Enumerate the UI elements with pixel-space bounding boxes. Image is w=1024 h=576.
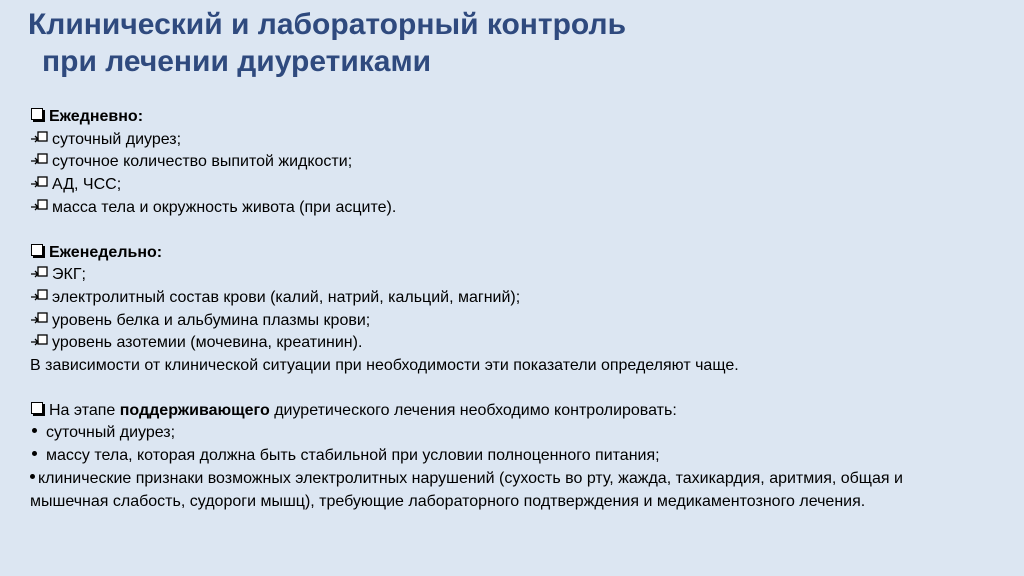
- list-item: суточный диурез;: [30, 129, 1010, 152]
- daily-heading-row: [30, 106, 1010, 129]
- checkbox-bullet-icon: [31, 244, 43, 256]
- list-item: массу тела, которая должна быть стабильной при условии полноценного питания;: [30, 445, 1010, 468]
- weekly-note: В зависимости от клинической ситуации при необходимости эти показатели определяют чаще.: [30, 357, 739, 375]
- maintenance-intro-row: На этапе поддерживающего диуретического лечения необходимо контролировать:: [30, 400, 1010, 423]
- weekly-heading: Еженедельно:: [49, 243, 163, 261]
- folder-arrow-bullet-icon: [30, 289, 50, 303]
- list-item: суточное количество выпитой жидкости;: [30, 151, 1010, 174]
- checkbox-bullet-icon: [31, 402, 43, 414]
- title-line-2: при лечении диуретиками: [42, 45, 432, 78]
- checkbox-bullet-icon: [31, 108, 43, 120]
- list-item: АД, ЧСС;: [30, 174, 1010, 197]
- list-item: масса тела и окружность живота (при асците).: [30, 197, 1010, 220]
- daily-heading: Ежедневно:: [49, 108, 144, 125]
- list-item: суточный диурез;: [30, 422, 1010, 445]
- dot-bullet-icon: [30, 474, 35, 479]
- dot-bullet-icon: [32, 428, 37, 433]
- folder-arrow-bullet-icon: [30, 312, 50, 326]
- title-line-1: Клинический и лабораторный контроль: [28, 8, 627, 41]
- list-item: электролитный состав крови (калий, натрий, кальций, магний);: [30, 287, 1010, 310]
- dot-bullet-icon: [32, 451, 37, 456]
- folder-arrow-bullet-icon: [30, 334, 50, 348]
- list-item: уровень белка и альбумина плазмы крови;: [30, 310, 1010, 333]
- slide-content: [30, 106, 1010, 513]
- weekly-heading-row: [30, 242, 1010, 265]
- folder-arrow-bullet-icon: [30, 199, 50, 213]
- page-title: [28, 6, 626, 80]
- folder-arrow-bullet-icon: [30, 131, 50, 145]
- maintenance-emphasis: поддерживающего: [119, 401, 270, 419]
- list-item: клинические признаки возможных электролитных нарушений (сухость во рту, жажда, тахикардия, аритмия, общая и мышечная слабость, судороги мышц), требующие лабораторного подтверждения и медикаментозного лечения.: [30, 469, 903, 510]
- folder-arrow-bullet-icon: [30, 266, 50, 280]
- folder-arrow-bullet-icon: [30, 176, 50, 190]
- list-item: ЭКГ;: [30, 264, 1010, 287]
- folder-arrow-bullet-icon: [30, 153, 50, 167]
- list-item: уровень азотемии (мочевина, креатинин).: [30, 332, 1010, 355]
